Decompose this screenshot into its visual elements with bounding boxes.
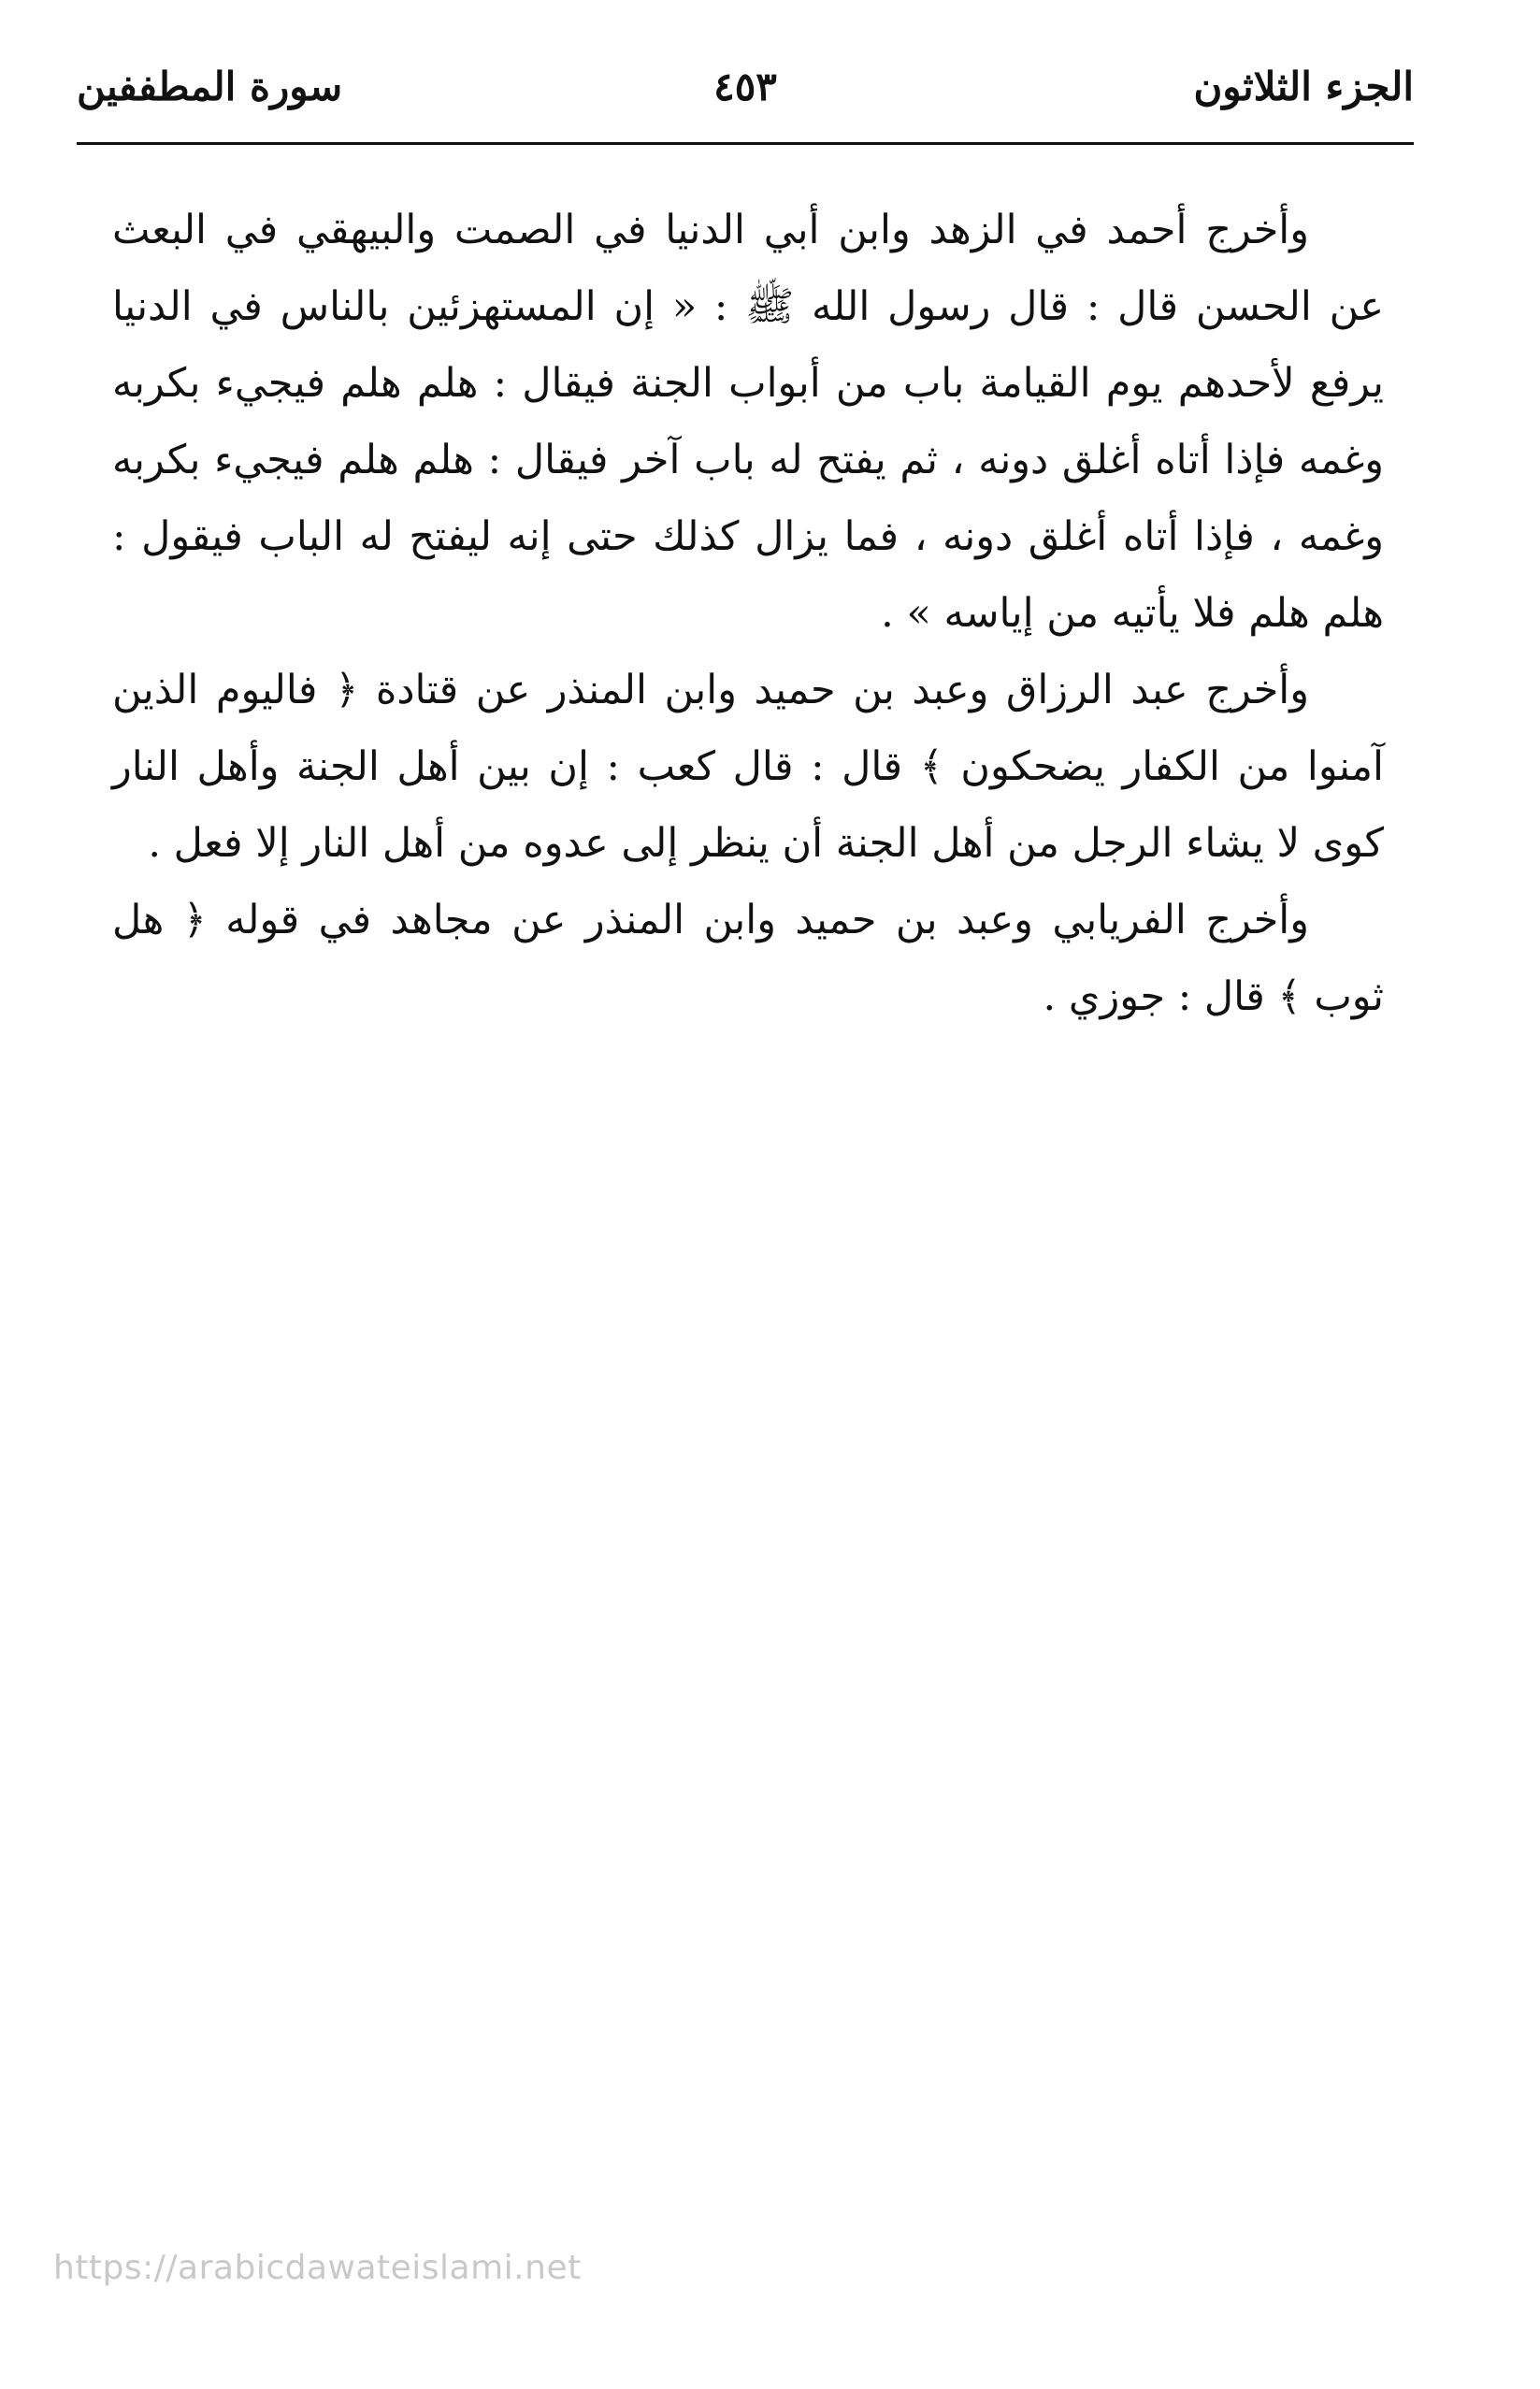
surah-title: سورة المطففين [77,64,343,109]
paragraph-2: وأخرج عبد الرزاق وعبد بن حميد وابن المنذر عن قتادة ﴿ فاليوم الذين آمنوا من الكفار يضحكون ﴾ قال : قال كعب : إن بين أهل الجنة وأهل النار كوى لا يشاء الرجل من أهل الجنة أن ينظر إلى عدوه من أهل النار إلا فعل . [112,667,1384,867]
page-number: ٤٥٣ [713,64,777,109]
page-body [112,192,1384,1035]
source-watermark: https://arabicdawateislami.net [53,2249,582,2287]
header-divider [77,142,1414,145]
page-header [77,56,1414,136]
part-title: الجزء الثلاثون [1193,64,1414,109]
paragraph-3: وأخرج الفريابي وعبد بن حميد وابن المنذر عن مجاهد في قوله ﴿ هل ثوب ﴾ قال : جوزي . [112,897,1384,1020]
paragraph-1: وأخرج أحمد في الزهد وابن أبي الدنيا في الصمت والبيهقي في البعث عن الحسن قال : قال رسول الله ﷺ : « إن المستهزئين بالناس في الدنيا يرفع لأحدهم يوم القيامة باب من أبواب الجنة فيقال : هلم هلم فيجيء بكربه وغمه فإذا أتاه أغلق دونه ، ثم يفتح له باب آخر فيقال : هلم هلم فيجيء بكربه وغمه ، فإذا أتاه أغلق دونه ، فما يزال كذلك حتى إنه ليفتح له الباب فيقول : هلم هلم فلا يأتيه من إياسه » . [112,207,1384,637]
